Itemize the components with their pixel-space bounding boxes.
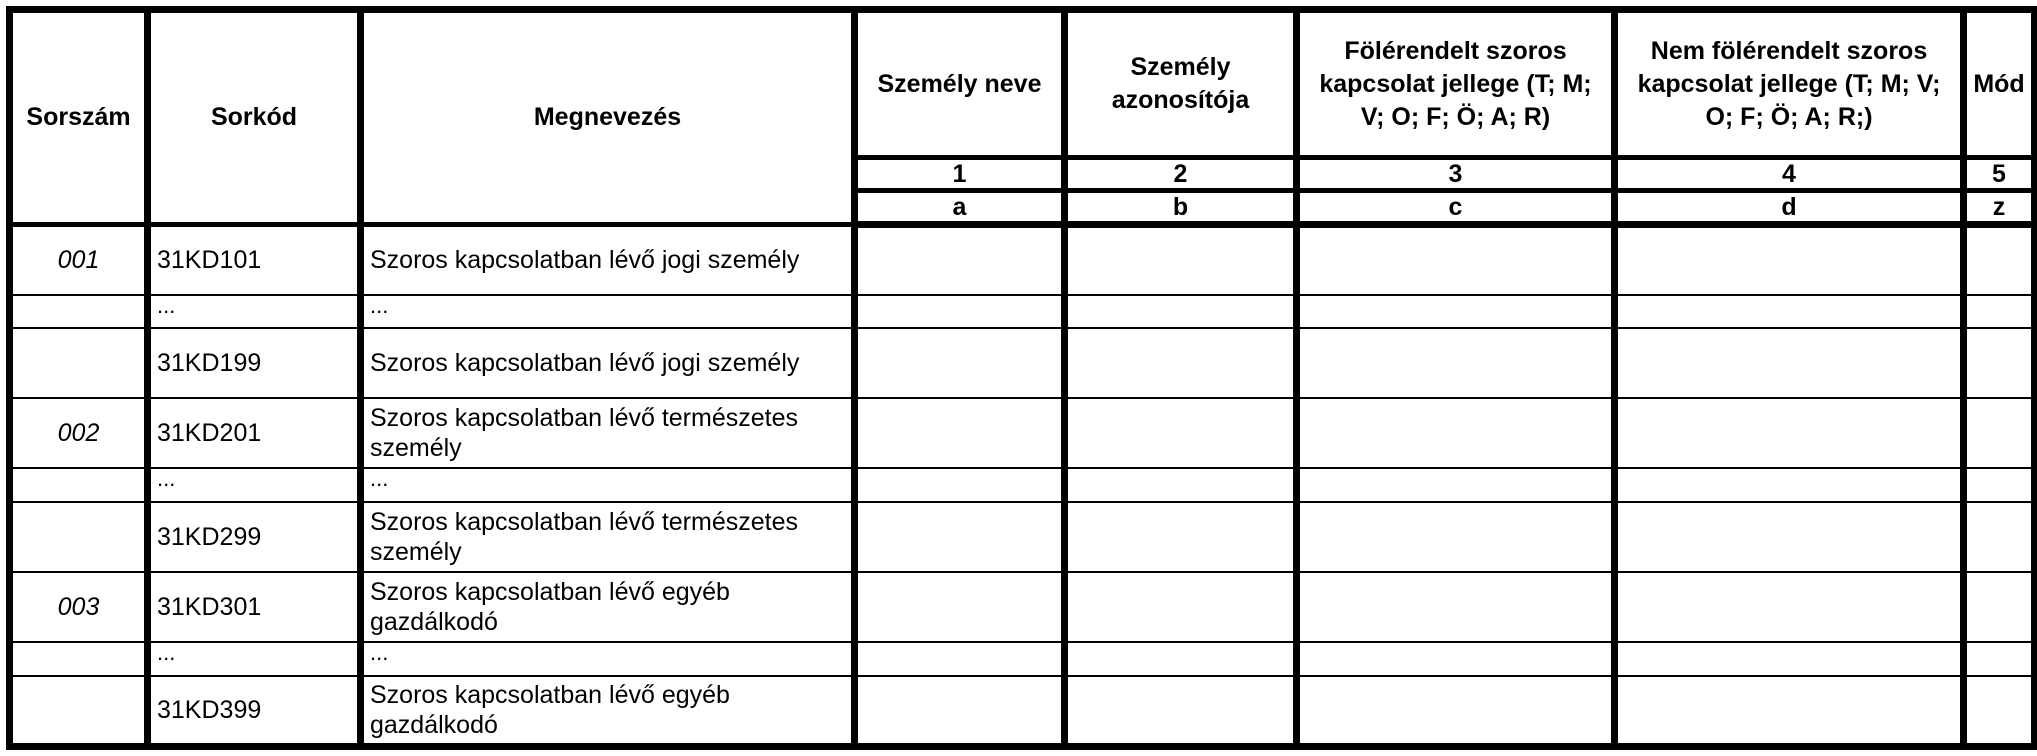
column-number: 3 xyxy=(1297,158,1615,191)
header-row xyxy=(10,10,2035,158)
table-row xyxy=(10,328,2035,398)
cell-mod[interactable] xyxy=(1964,572,2035,642)
table-row xyxy=(10,572,2035,642)
header-megnevezes: Megnevezés xyxy=(361,10,855,225)
cell-folerendelt[interactable] xyxy=(1297,572,1615,642)
cell-nem-folerendelt[interactable] xyxy=(1615,468,1964,502)
cell-nem-folerendelt[interactable] xyxy=(1615,398,1964,468)
row-megnevezes: Szoros kapcsolatban lévő egyéb gazdálkodó xyxy=(361,572,855,642)
cell-folerendelt[interactable] xyxy=(1297,676,1615,746)
cell-szemely-azonositoja[interactable] xyxy=(1065,328,1297,398)
row-megnevezes: ... xyxy=(361,295,855,329)
cell-szemely-azonositoja[interactable] xyxy=(1065,295,1297,329)
cell-szemely-azonositoja[interactable] xyxy=(1065,398,1297,468)
cell-szemely-azonositoja[interactable] xyxy=(1065,502,1297,572)
cell-folerendelt[interactable] xyxy=(1297,225,1615,295)
row-sorszam xyxy=(10,502,148,572)
cell-mod[interactable] xyxy=(1964,676,2035,746)
row-sorszam: 003 xyxy=(10,572,148,642)
cell-nem-folerendelt[interactable] xyxy=(1615,502,1964,572)
column-letter: z xyxy=(1964,191,2035,225)
column-number: 4 xyxy=(1615,158,1964,191)
header-szemely-azonositoja: Személy azonosítója xyxy=(1065,10,1297,158)
cell-mod[interactable] xyxy=(1964,502,2035,572)
column-number: 2 xyxy=(1065,158,1297,191)
cell-nem-folerendelt[interactable] xyxy=(1615,225,1964,295)
cell-szemely-neve[interactable] xyxy=(855,295,1065,329)
cell-folerendelt[interactable] xyxy=(1297,295,1615,329)
cell-mod[interactable] xyxy=(1964,328,2035,398)
header-folerendelt: Fölérendelt szoros kapcsolat jellege (T; M; V; O; F; Ö; A; R) xyxy=(1297,10,1615,158)
cell-szemely-neve[interactable] xyxy=(855,328,1065,398)
cell-folerendelt[interactable] xyxy=(1297,328,1615,398)
cell-folerendelt[interactable] xyxy=(1297,642,1615,676)
header-nem-folerendelt: Nem fölérendelt szoros kapcsolat jellege (T; M; V; O; F; Ö; A; R;) xyxy=(1615,10,1964,158)
row-sorkod: 31KD299 xyxy=(148,502,361,572)
column-number: 5 xyxy=(1964,158,2035,191)
row-sorkod: 31KD301 xyxy=(148,572,361,642)
table-row xyxy=(10,398,2035,468)
cell-szemely-neve[interactable] xyxy=(855,502,1065,572)
row-sorszam xyxy=(10,295,148,329)
row-sorszam xyxy=(10,328,148,398)
cell-szemely-azonositoja[interactable] xyxy=(1065,676,1297,746)
cell-szemely-neve[interactable] xyxy=(855,642,1065,676)
header-sorkod: Sorkód xyxy=(148,10,361,225)
table-row xyxy=(10,642,2035,676)
row-sorszam xyxy=(10,642,148,676)
cell-nem-folerendelt[interactable] xyxy=(1615,642,1964,676)
row-megnevezes: ... xyxy=(361,642,855,676)
row-sorkod: ... xyxy=(148,468,361,502)
cell-szemely-neve[interactable] xyxy=(855,572,1065,642)
table-row xyxy=(10,225,2035,295)
row-sorszam xyxy=(10,676,148,746)
row-sorkod: 31KD199 xyxy=(148,328,361,398)
header-szemely-neve: Személy neve xyxy=(855,10,1065,158)
cell-szemely-azonositoja[interactable] xyxy=(1065,642,1297,676)
row-sorszam: 002 xyxy=(10,398,148,468)
cell-folerendelt[interactable] xyxy=(1297,468,1615,502)
row-sorkod: 31KD201 xyxy=(148,398,361,468)
row-sorkod: 31KD101 xyxy=(148,225,361,295)
cell-szemely-azonositoja[interactable] xyxy=(1065,572,1297,642)
cell-mod[interactable] xyxy=(1964,398,2035,468)
row-sorkod: 31KD399 xyxy=(148,676,361,746)
row-sorszam: 001 xyxy=(10,225,148,295)
row-sorszam xyxy=(10,468,148,502)
cell-szemely-azonositoja[interactable] xyxy=(1065,225,1297,295)
row-megnevezes: Szoros kapcsolatban lévő természetes személy xyxy=(361,502,855,572)
table-row xyxy=(10,676,2035,746)
cell-nem-folerendelt[interactable] xyxy=(1615,676,1964,746)
table-row xyxy=(10,468,2035,502)
cell-mod[interactable] xyxy=(1964,468,2035,502)
header-mod: Mód xyxy=(1964,10,2035,158)
cell-nem-folerendelt[interactable] xyxy=(1615,295,1964,329)
cell-folerendelt[interactable] xyxy=(1297,398,1615,468)
cell-mod[interactable] xyxy=(1964,225,2035,295)
row-sorkod: ... xyxy=(148,295,361,329)
row-sorkod: ... xyxy=(148,642,361,676)
data-table xyxy=(6,6,2037,750)
row-megnevezes: Szoros kapcsolatban lévő egyéb gazdálkodó xyxy=(361,676,855,746)
row-megnevezes: Szoros kapcsolatban lévő jogi személy xyxy=(361,328,855,398)
cell-mod[interactable] xyxy=(1964,642,2035,676)
header-sorszam: Sorszám xyxy=(10,10,148,225)
column-letter: b xyxy=(1065,191,1297,225)
table-row xyxy=(10,295,2035,329)
cell-nem-folerendelt[interactable] xyxy=(1615,572,1964,642)
cell-szemely-neve[interactable] xyxy=(855,398,1065,468)
row-megnevezes: Szoros kapcsolatban lévő természetes személy xyxy=(361,398,855,468)
column-letter: c xyxy=(1297,191,1615,225)
column-number: 1 xyxy=(855,158,1065,191)
cell-folerendelt[interactable] xyxy=(1297,502,1615,572)
cell-mod[interactable] xyxy=(1964,295,2035,329)
table-row xyxy=(10,502,2035,572)
cell-szemely-neve[interactable] xyxy=(855,676,1065,746)
cell-nem-folerendelt[interactable] xyxy=(1615,328,1964,398)
column-letter: d xyxy=(1615,191,1964,225)
row-megnevezes: ... xyxy=(361,468,855,502)
cell-szemely-neve[interactable] xyxy=(855,468,1065,502)
cell-szemely-azonositoja[interactable] xyxy=(1065,468,1297,502)
cell-szemely-neve[interactable] xyxy=(855,225,1065,295)
column-letter: a xyxy=(855,191,1065,225)
row-megnevezes: Szoros kapcsolatban lévő jogi személy xyxy=(361,225,855,295)
